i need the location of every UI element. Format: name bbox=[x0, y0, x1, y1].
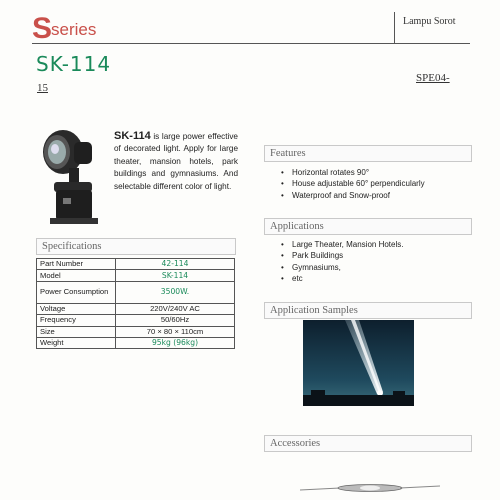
applications-list bbox=[278, 239, 478, 284]
application-sample-photo bbox=[303, 320, 414, 406]
brand-logo-series: series bbox=[51, 20, 97, 39]
spec-value: 42-114 bbox=[116, 259, 235, 270]
spec-key: Power Consumption bbox=[37, 281, 116, 303]
spec-key: Weight bbox=[37, 337, 116, 348]
table-row bbox=[37, 326, 235, 337]
list-item: • Horizontal rotates 90° bbox=[278, 167, 478, 178]
brand-logo-s: S bbox=[32, 12, 52, 45]
table-row bbox=[37, 281, 235, 303]
handwritten-model: SK-114 bbox=[36, 52, 112, 76]
product-title: SK-114 bbox=[114, 130, 151, 142]
table-row bbox=[37, 270, 235, 281]
list-item: • Park Buildings bbox=[278, 250, 478, 261]
header-vertical-divider bbox=[394, 12, 395, 43]
spec-value: 70 × 80 × 110cm bbox=[116, 326, 235, 337]
header-divider bbox=[32, 43, 394, 44]
table-row bbox=[37, 315, 235, 326]
table-row bbox=[37, 303, 235, 314]
lamp-bulb-accessory-image bbox=[300, 478, 440, 498]
list-item: • Large Theater, Mansion Hotels. bbox=[278, 239, 478, 250]
applications-header: Applications bbox=[264, 218, 472, 235]
table-row bbox=[37, 337, 235, 348]
spec-key: Size bbox=[37, 326, 116, 337]
features-list bbox=[278, 167, 478, 201]
spec-key: Frequency bbox=[37, 315, 116, 326]
spec-value: SK-114 bbox=[116, 270, 235, 281]
spec-value: 95kg (96kg) bbox=[116, 337, 235, 348]
product-description bbox=[114, 130, 238, 193]
spec-key: Part Number bbox=[37, 259, 116, 270]
header-divider-right bbox=[394, 43, 470, 44]
catalog-code: SPE04- bbox=[416, 72, 450, 84]
specifications-header: Specifications bbox=[36, 238, 236, 255]
spec-key: Model bbox=[37, 270, 116, 281]
catalog-code-suffix: 15 bbox=[37, 82, 48, 94]
searchlight-product-image bbox=[36, 124, 106, 228]
list-item: • House adjustable 60° perpendicularly bbox=[278, 178, 478, 189]
category-label: Lampu Sorot bbox=[403, 16, 456, 27]
spec-key: Voltage bbox=[37, 303, 116, 314]
application-samples-header: Application Samples bbox=[264, 302, 472, 319]
list-item: • etc bbox=[278, 273, 478, 284]
specifications-table bbox=[36, 258, 235, 349]
accessories-header: Accessories bbox=[264, 435, 472, 452]
brand-logo bbox=[32, 12, 96, 46]
product-description-text: is large power effective of decorated light. Apply for large theater, mansion hotels, park buildings and gymnasiums. And selectable different color of light. bbox=[114, 132, 238, 191]
spec-value: 3500W. bbox=[116, 281, 235, 303]
table-row bbox=[37, 259, 235, 270]
spec-value: 50/60Hz bbox=[116, 315, 235, 326]
list-item: • Waterproof and Snow-proof bbox=[278, 190, 478, 201]
spec-value: 220V/240V AC bbox=[116, 303, 235, 314]
features-header: Features bbox=[264, 145, 472, 162]
list-item: • Gymnasiums, bbox=[278, 262, 478, 273]
